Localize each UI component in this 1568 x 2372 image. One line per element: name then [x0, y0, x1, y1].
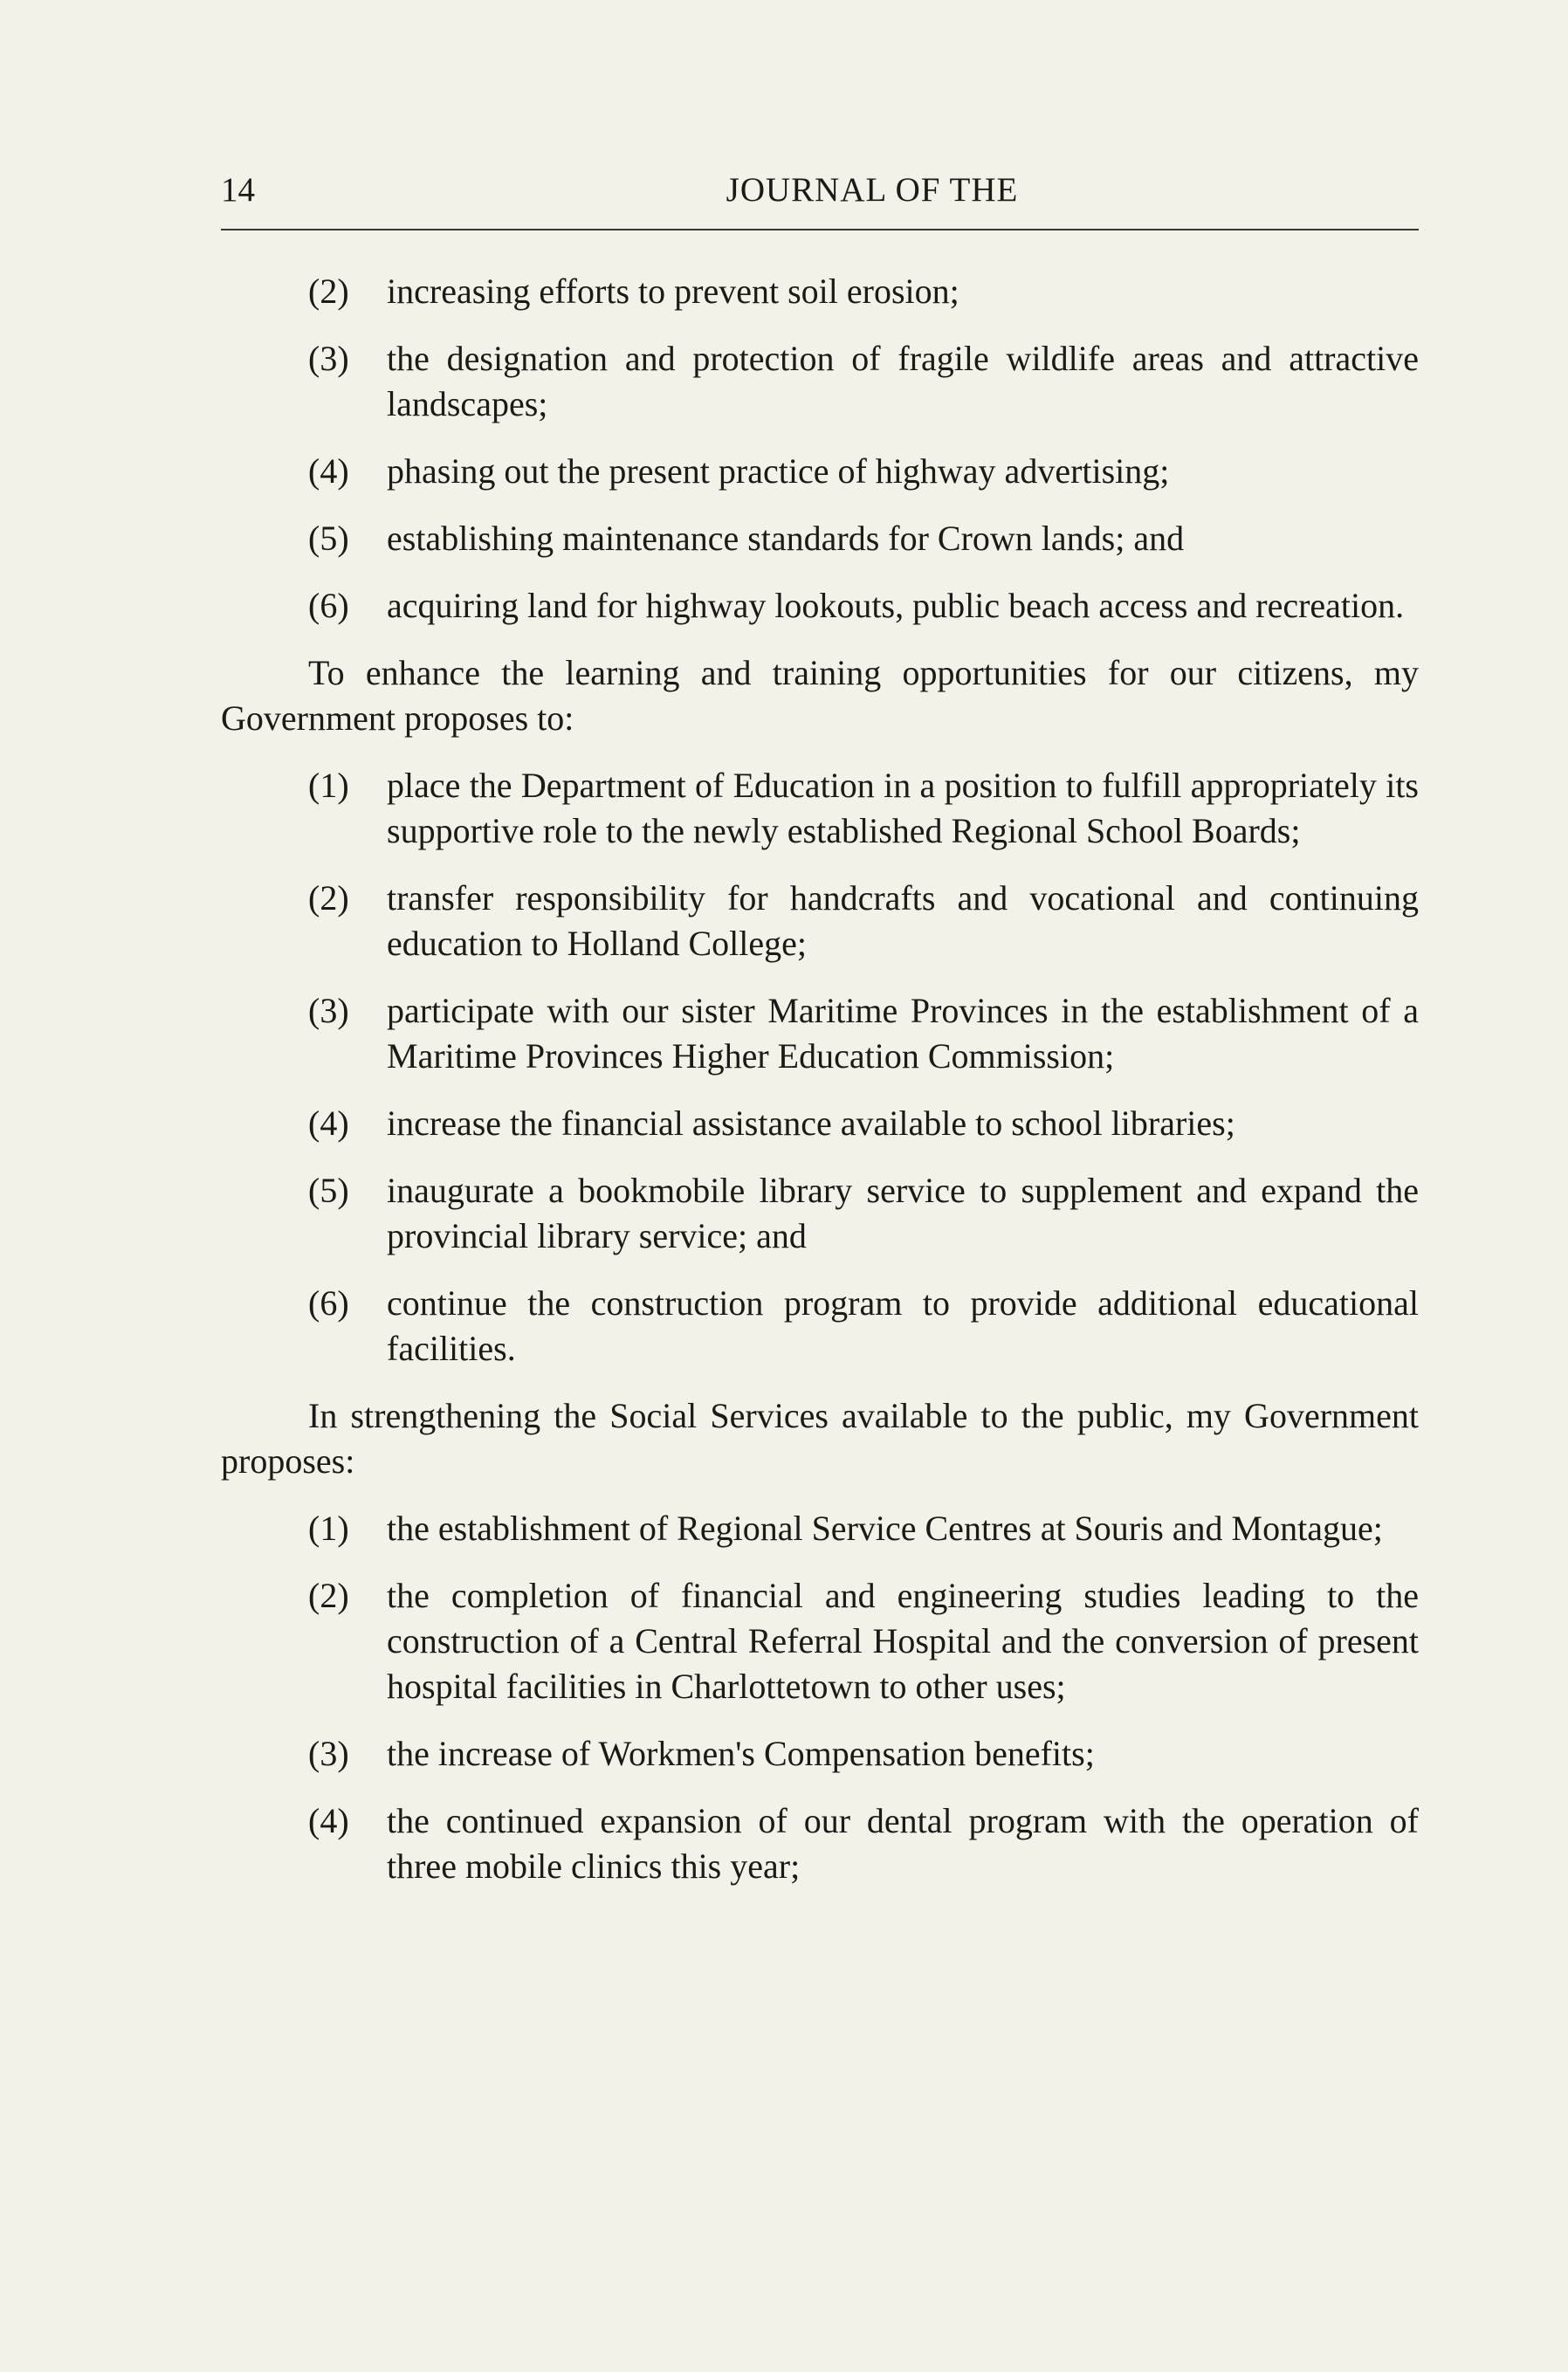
item-text: increasing efforts to prevent soil erosion; — [387, 272, 959, 311]
social-services-list — [221, 1506, 1419, 1889]
item-text: acquiring land for highway lookouts, public beach access and recreation. — [387, 586, 1405, 625]
social-services-paragraph: In strengthening the Social Services available to the public, my Government proposes: — [221, 1396, 1419, 1481]
page-number: 14 — [221, 171, 255, 209]
list-item — [221, 988, 1419, 1079]
item-number: (3) — [308, 1734, 349, 1773]
item-text: establishing maintenance standards for Crown lands; and — [387, 519, 1185, 558]
list-item — [221, 1281, 1419, 1372]
list-item — [221, 763, 1419, 854]
list-item — [221, 336, 1419, 427]
education-paragraph: To enhance the learning and training opportunities for our citizens, my Government proposes to: — [221, 653, 1419, 738]
item-number: (1) — [308, 766, 349, 805]
item-number: (2) — [308, 1576, 349, 1615]
item-text: the establishment of Regional Service Centres at Souris and Montague; — [387, 1509, 1383, 1548]
item-number: (5) — [308, 519, 349, 558]
running-head: JOURNAL OF THE — [726, 171, 1019, 209]
education-list — [221, 763, 1419, 1372]
item-text: the completion of financial and engineering studies leading to the construction of a Central Referral Hospital and the conversion of present hospital facilities in Charlottetown to other uses; — [387, 1576, 1419, 1706]
page-header — [221, 171, 1419, 230]
item-text: the continued expansion of our dental program with the operation of three mobile clinics this year; — [387, 1801, 1419, 1886]
item-number: (4) — [308, 1801, 349, 1840]
item-number: (3) — [308, 339, 349, 378]
list-item — [221, 583, 1419, 629]
environment-list — [221, 269, 1419, 629]
item-number: (6) — [308, 586, 349, 625]
item-number: (2) — [308, 878, 349, 918]
list-item — [221, 1506, 1419, 1551]
item-text: continue the construction program to provide additional educational facilities. — [387, 1283, 1419, 1368]
list-item — [221, 1573, 1419, 1709]
item-text: the increase of Workmen's Compensation benefits; — [387, 1734, 1095, 1773]
item-text: place the Department of Education in a position to fulfill appropriately its supportive role to the newly established Regional School Boards; — [387, 766, 1419, 850]
item-number: (6) — [308, 1283, 349, 1323]
item-number: (1) — [308, 1509, 349, 1548]
list-item — [221, 516, 1419, 561]
page-body — [221, 269, 1419, 1911]
list-item — [221, 269, 1419, 314]
list-item — [221, 876, 1419, 966]
item-text: phasing out the present practice of highway advertising; — [387, 451, 1170, 491]
item-text: the designation and protection of fragile wildlife areas and attractive landscapes; — [387, 339, 1419, 423]
list-item — [221, 1101, 1419, 1146]
item-text: transfer responsibility for handcrafts and vocational and continuing education to Holland College; — [387, 878, 1419, 963]
item-text: participate with our sister Maritime Provinces in the establishment of a Maritime Provinces Higher Education Commission; — [387, 991, 1419, 1076]
list-item — [221, 1798, 1419, 1889]
item-number: (3) — [308, 991, 349, 1030]
list-item — [221, 1731, 1419, 1777]
list-item — [221, 1168, 1419, 1259]
item-number: (4) — [308, 1103, 349, 1143]
item-text: inaugurate a bookmobile library service to supplement and expand the provincial library service; and — [387, 1171, 1419, 1255]
item-number: (5) — [308, 1171, 349, 1210]
item-text: increase the financial assistance available to school libraries; — [387, 1103, 1235, 1143]
item-number: (2) — [308, 272, 349, 311]
item-number: (4) — [308, 451, 349, 491]
list-item — [221, 449, 1419, 494]
